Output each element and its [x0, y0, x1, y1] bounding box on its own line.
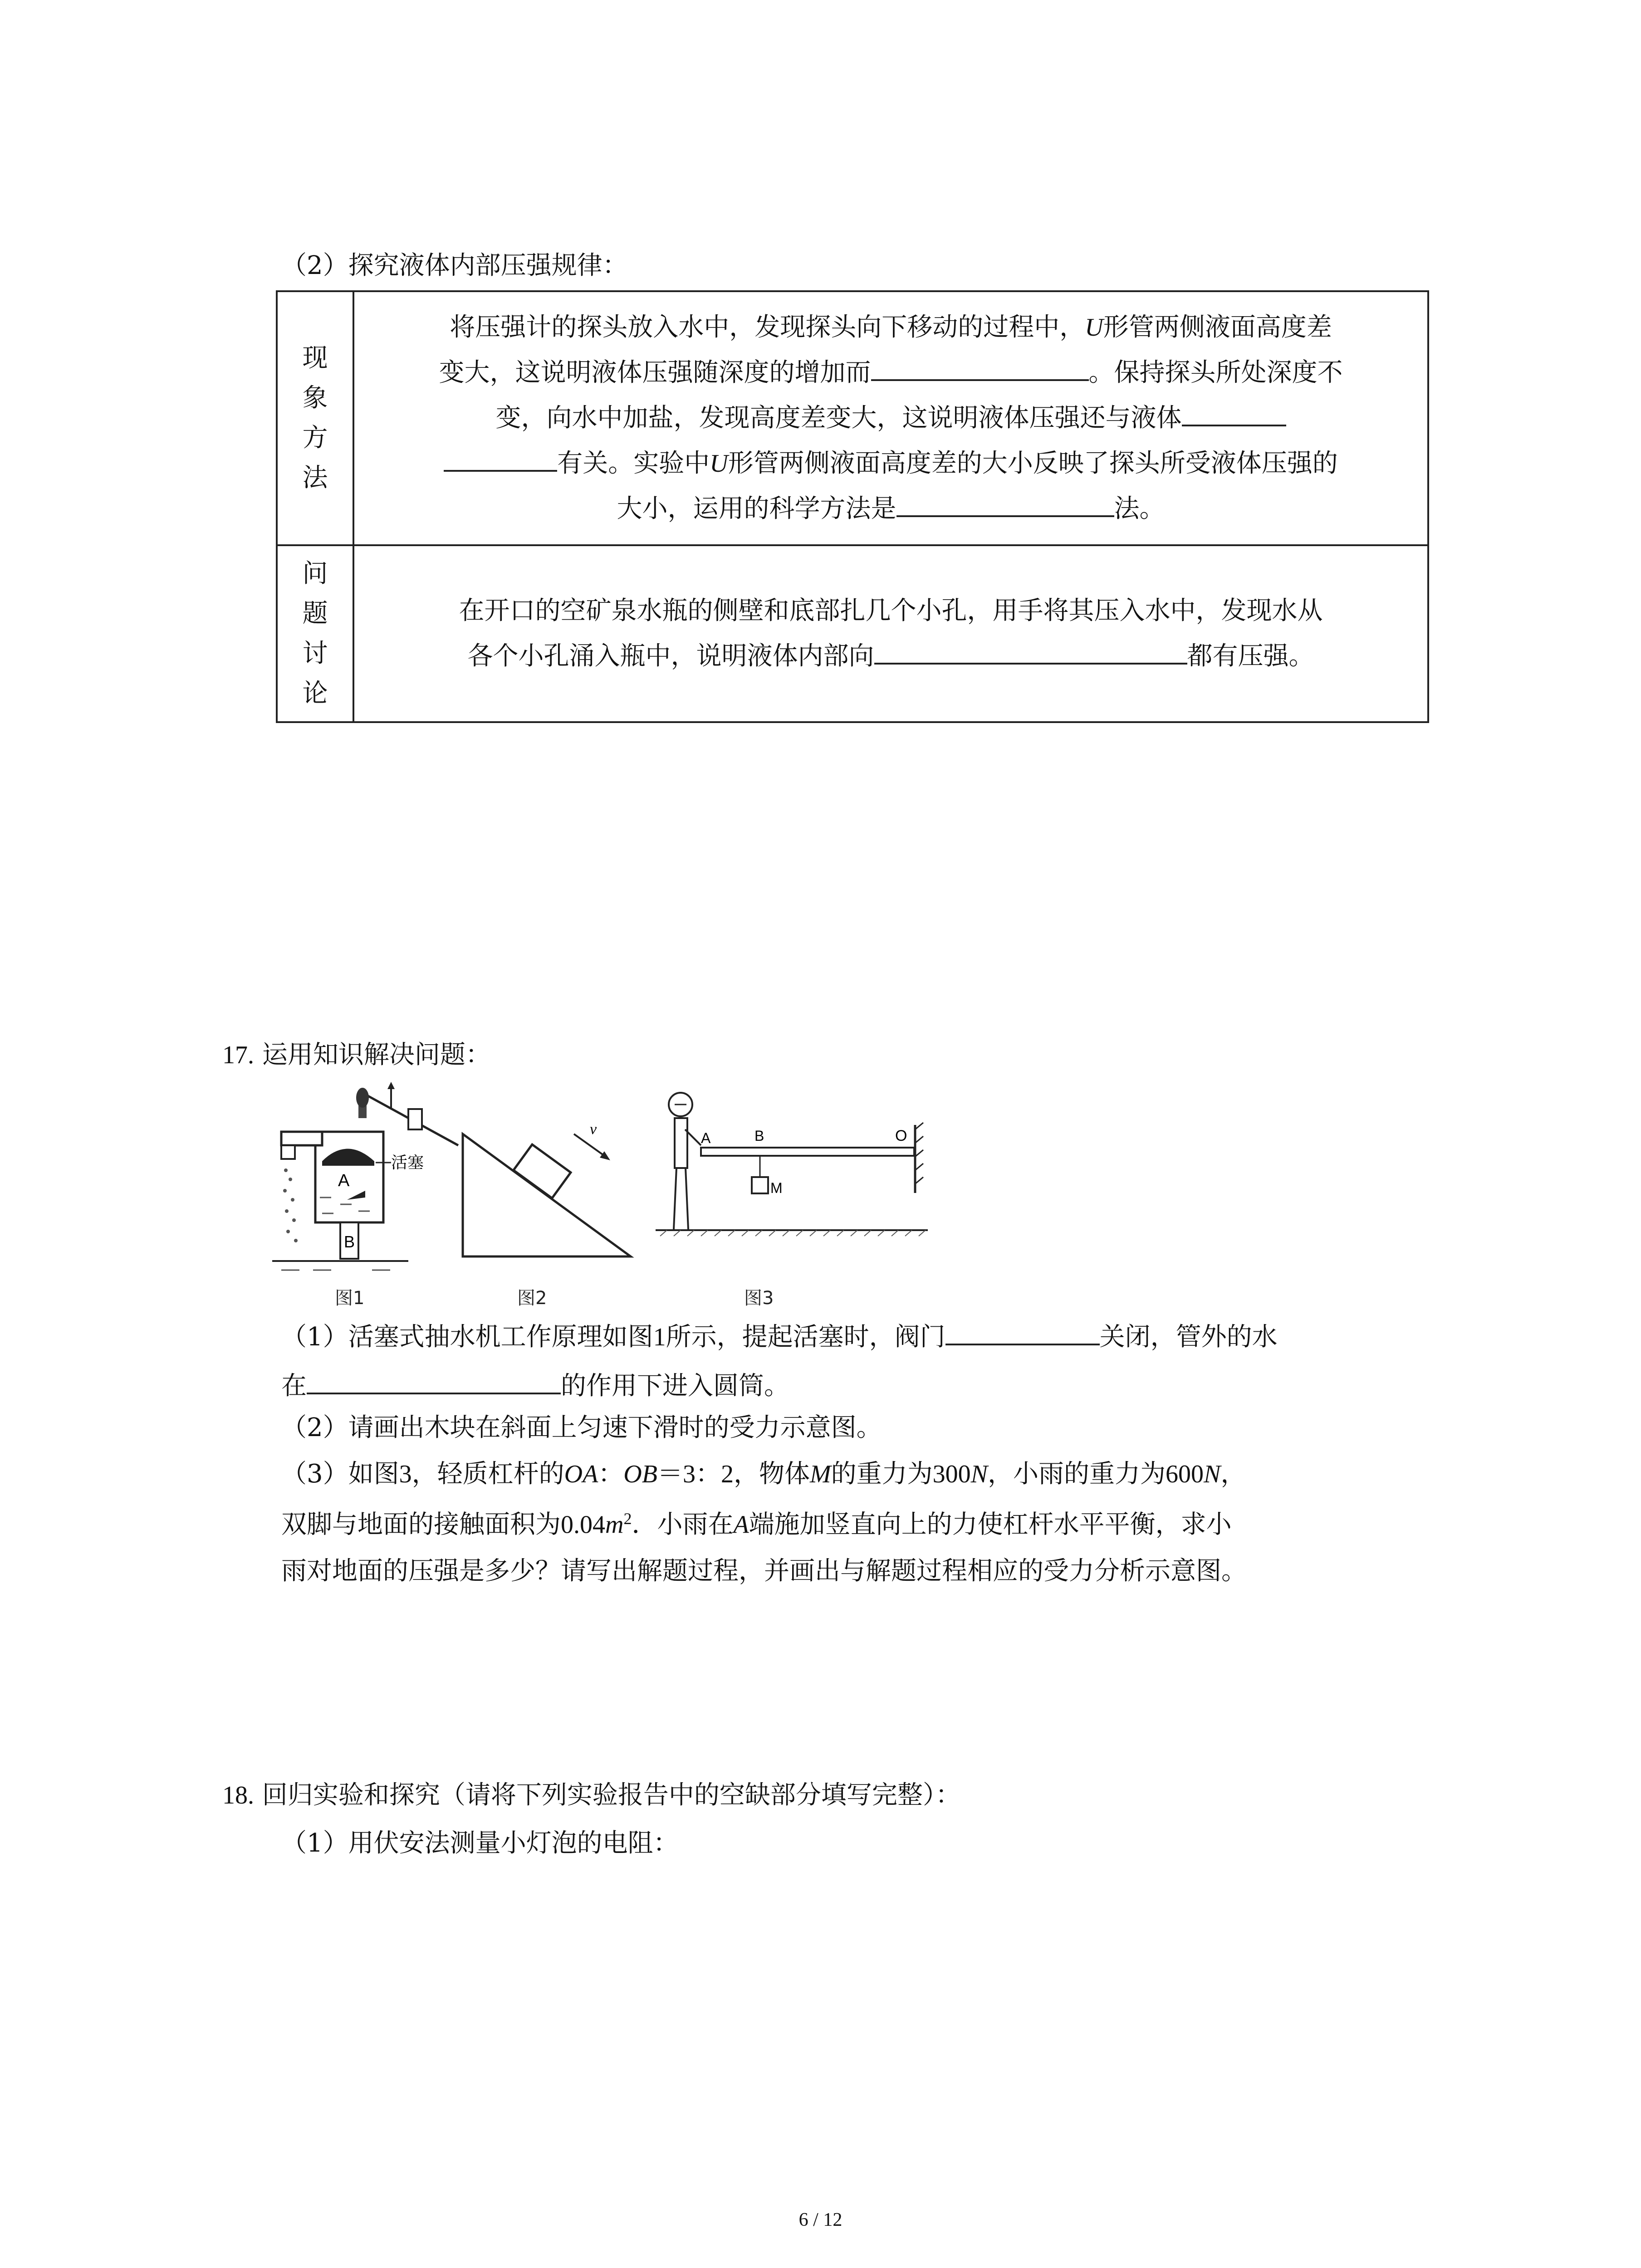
- q17-part3-line3: 雨对地面的压强是多少？请写出解题过程，并画出与解题过程相应的受力分析示意图。: [281, 1556, 1247, 1586]
- answer-blank[interactable]: [307, 1369, 561, 1394]
- svg-text:B: B: [754, 1128, 764, 1144]
- label-char: 象: [302, 383, 328, 413]
- q16-part2-heading: （2）探究液体内部压强规律：: [281, 251, 628, 280]
- cell-line: 大小，运用的科学方法是 法。: [354, 486, 1427, 532]
- question-number: 17.: [222, 1041, 254, 1069]
- figure-2-caption: 图2: [517, 1288, 547, 1309]
- svg-text:A: A: [338, 1171, 350, 1190]
- q17-part2: （2）请画出木块在斜面上匀速下滑时的受力示意图。: [281, 1413, 882, 1442]
- cell-line: 变大，这说明液体压强随深度的增加而 。保持探头所处深度不: [354, 350, 1427, 396]
- q17-part1-line1: （1）活塞式抽水机工作原理如图1所示，提起活塞时，阀门 关闭，管外的水: [281, 1320, 1278, 1350]
- question-title: 运用知识解决问题：: [262, 1040, 491, 1070]
- cell-line: 各个小孔涌入瓶中，说明液体内部向 都有压强。: [354, 634, 1427, 679]
- page-number: 6 / 12: [798, 2209, 843, 2230]
- answer-blank[interactable]: [874, 639, 1187, 665]
- question-number: 18.: [222, 1781, 254, 1809]
- cell-line: 变，向水中加盐，发现高度差变大，这说明液体压强还与液体: [354, 396, 1427, 441]
- figure-2-incline: [458, 1102, 640, 1266]
- answer-blank[interactable]: [444, 446, 557, 472]
- label-char: 论: [302, 679, 328, 708]
- label-char: 现: [302, 343, 328, 373]
- q17-part1-line2: 在 的作用下进入圆筒。: [281, 1369, 789, 1399]
- label-char: 讨: [302, 639, 328, 668]
- figure-1-caption: 图1: [335, 1288, 365, 1309]
- figure-3-lever: [656, 1084, 928, 1252]
- answer-blank[interactable]: [871, 356, 1089, 381]
- svg-text:活塞: 活塞: [391, 1154, 424, 1172]
- row-label-phenomenon-method: [277, 291, 353, 545]
- cell-line: 有关。实验中U形管两侧液面高度差的大小反映了探头所受液体压强的: [354, 441, 1427, 486]
- label-char: 方: [302, 423, 328, 453]
- svg-text:A: A: [701, 1130, 711, 1146]
- cell-line: 在开口的空矿泉水瓶的侧壁和底部扎几个小孔，用手将其压入水中，发现水从: [459, 596, 1323, 626]
- q18-heading: [222, 1780, 961, 1810]
- answer-blank[interactable]: [945, 1320, 1100, 1345]
- q17-part3-line1: （3）如图3，轻质杠杆的OA：OB＝3：2，物体M的重力为300N，小雨的重力为600N，: [281, 1459, 1246, 1489]
- svg-text:M: M: [770, 1180, 783, 1196]
- row-label-discussion: [277, 545, 353, 722]
- q17-part3-line2: 双脚与地面的接触面积为$0.04m^2$．小雨在A端施加竖直向上的力使杠杆水平平衡，求小: [281, 1510, 1232, 1540]
- question-title: 回归实验和探究（请将下列实验报告中的空缺部分填写完整）：: [262, 1780, 961, 1810]
- table-row-phenomenon: [277, 291, 1428, 545]
- label-char: 题: [302, 599, 328, 628]
- answer-blank[interactable]: [1182, 401, 1286, 426]
- label-char: 法: [302, 463, 328, 493]
- svg-text:O: O: [895, 1127, 907, 1144]
- figure-3-caption: 图3: [744, 1288, 774, 1309]
- svg-text:B: B: [344, 1232, 355, 1251]
- answer-blank[interactable]: [896, 492, 1114, 517]
- label-char: 问: [302, 559, 328, 588]
- svg-text:v: v: [590, 1121, 597, 1138]
- q17-heading: [222, 1042, 491, 1068]
- q18-part1: （1）用伏安法测量小灯泡的电阻：: [281, 1828, 679, 1858]
- cell-line: 将压强计的探头放入水中，发现探头向下移动的过程中，U形管两侧液面高度差: [450, 313, 1332, 342]
- table-row-discussion: [277, 545, 1428, 722]
- q16-experiment-table: [276, 290, 1429, 723]
- discussion-cell: [353, 545, 1428, 722]
- figure-1-piston-pump: [272, 1082, 463, 1277]
- phenomenon-method-cell: [353, 291, 1428, 545]
